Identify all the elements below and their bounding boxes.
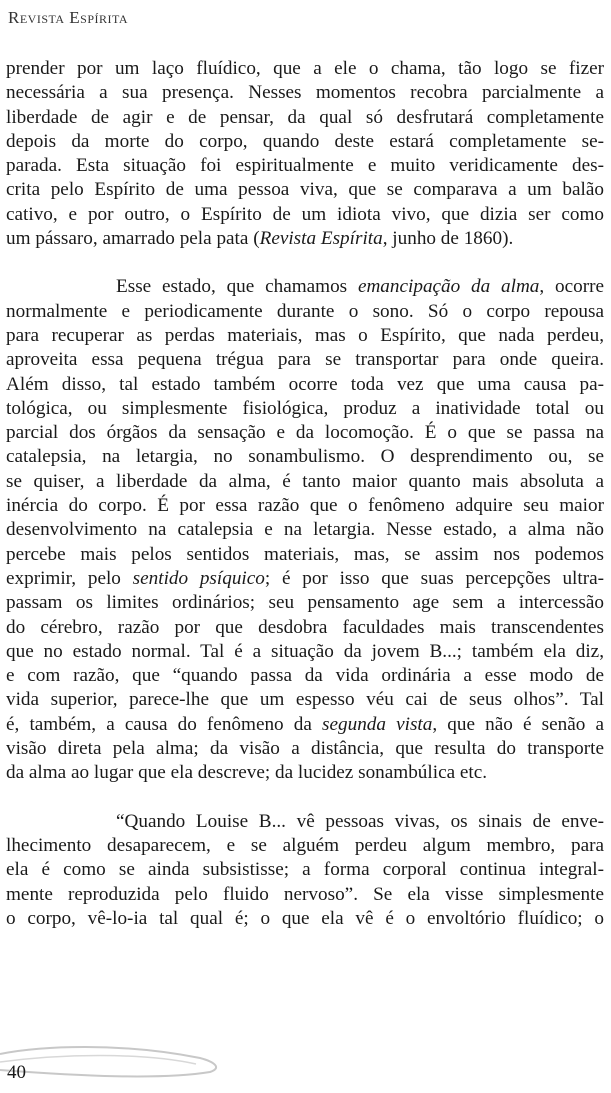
italic-title: Revista Espírita bbox=[259, 228, 383, 250]
text-line: parcial dos órgãos da sensação e da locomoção. É o que se passa na bbox=[6, 422, 604, 444]
text-line: se quiser, a liberdade da alma, é tanto maior quanto mais absoluta a bbox=[6, 470, 604, 492]
text-line: visão direta pela alma; da visão a distância, que resulta do transporte bbox=[6, 738, 604, 760]
text-line: aproveita essa pequena trégua para se transportar para onde queira. bbox=[6, 349, 604, 371]
text-segment: Esse estado, que chamamos bbox=[116, 276, 358, 298]
text-line: necessária a sua presença. Nesses momentos recobra parcialmente a bbox=[6, 82, 604, 104]
text-line bbox=[6, 713, 604, 737]
text-line: prender por um laço fluídico, que a ele o chama, tão logo se fizer bbox=[6, 58, 604, 79]
text-segment: é, também, a causa do fenômeno da bbox=[6, 713, 323, 735]
text-line: tológica, ou simplesmente fisiológica, produz a inatividade total ou bbox=[6, 397, 604, 419]
text-line: parada. Esta situação foi espiritualmente e muito veridicamente des- bbox=[6, 155, 604, 177]
text-line: percebe mais pelos sentidos materiais, mas, se assim nos podemos bbox=[6, 543, 604, 565]
text-line: o corpo, vê-lo-ia tal qual é; o que ela vê é o envoltório fluídico; o bbox=[6, 907, 604, 929]
text-segment: , ocorre bbox=[539, 276, 604, 298]
paragraph-2 bbox=[6, 275, 604, 785]
text-line: cativo, e por outro, o Espírito de um idiota vivo, que dizia ser como bbox=[6, 203, 604, 225]
text-line: vida superior, parece-lhe que um espesso véu cai de seus olhos”. Tal bbox=[6, 689, 604, 711]
text-line: da alma ao lugar que ela descreve; da lucidez sonambúlica etc. bbox=[6, 762, 488, 784]
decorative-swoosh-ornament bbox=[0, 1040, 230, 1092]
text-segment: um pássaro, amarrado pela pata ( bbox=[6, 228, 260, 250]
text-line: liberdade de agir e de pensar, da qual só desfrutará completamente bbox=[6, 106, 604, 128]
text-line bbox=[6, 275, 604, 299]
text-line: “Quando Louise B... vê pessoas vivas, os sinais de enve- bbox=[116, 810, 604, 832]
text-line: mente reproduzida pelo fluido nervoso”. Se ela visse simplesmente bbox=[6, 883, 604, 905]
text-line: e com razão, que “quando passa da vida ordinária a esse modo de bbox=[6, 665, 604, 687]
page-number: 40 bbox=[7, 1062, 26, 1083]
text-line: crita pelo Espírito de uma pessoa viva, que se comparava a um balão bbox=[6, 179, 604, 201]
running-header: Revista Espírita bbox=[8, 8, 129, 27]
text-line: desenvolvimento na catalepsia e na letargia. Nesse estado, a alma não bbox=[6, 519, 604, 541]
text-segment: ; é por isso que suas percepções ultra- bbox=[264, 567, 604, 589]
text-segment: exprimir, pelo bbox=[6, 567, 133, 589]
text-line: ela é como se ainda subsistisse; a forma corporal continua integral- bbox=[6, 859, 604, 881]
text-line bbox=[6, 227, 604, 251]
text-segment: , junho de 1860). bbox=[382, 228, 514, 250]
page-body bbox=[6, 57, 604, 931]
text-line: lhecimento desaparecem, e se alguém perdeu algum membro, para bbox=[6, 834, 604, 856]
text-line: catalepsia, na letargia, no sonambulismo. O desprendimento ou, se bbox=[6, 446, 604, 468]
text-line: Além disso, tal estado também ocorre toda vez que uma causa pa- bbox=[6, 373, 604, 395]
text-line: normalmente e periodicamente durante o sono. Só o corpo repousa bbox=[6, 300, 604, 322]
italic-term: sentido psíquico bbox=[132, 567, 265, 589]
text-line: inércia do corpo. É por essa razão que o fenômeno adquire seu maior bbox=[6, 495, 604, 517]
text-segment: , que não é senão a bbox=[432, 713, 604, 735]
text-line: depois da morte do corpo, quando deste estará completamente se- bbox=[6, 130, 604, 152]
text-line: do cérebro, razão por que desdobra faculdades mais transcendentes bbox=[6, 616, 604, 638]
italic-term: emancipação da alma bbox=[357, 276, 540, 298]
text-line: para recuperar as perdas materiais, mas o Espírito, que nada perdeu, bbox=[6, 324, 604, 346]
paragraph-1 bbox=[6, 57, 604, 251]
text-line: que no estado normal. Tal é a situação da jovem B...; também ela diz, bbox=[6, 640, 604, 662]
italic-term: segunda vista bbox=[322, 713, 433, 735]
text-line bbox=[6, 567, 604, 591]
paragraph-3 bbox=[6, 810, 604, 931]
text-line: passam os limites ordinários; seu pensamento age sem a intercessão bbox=[6, 592, 604, 614]
